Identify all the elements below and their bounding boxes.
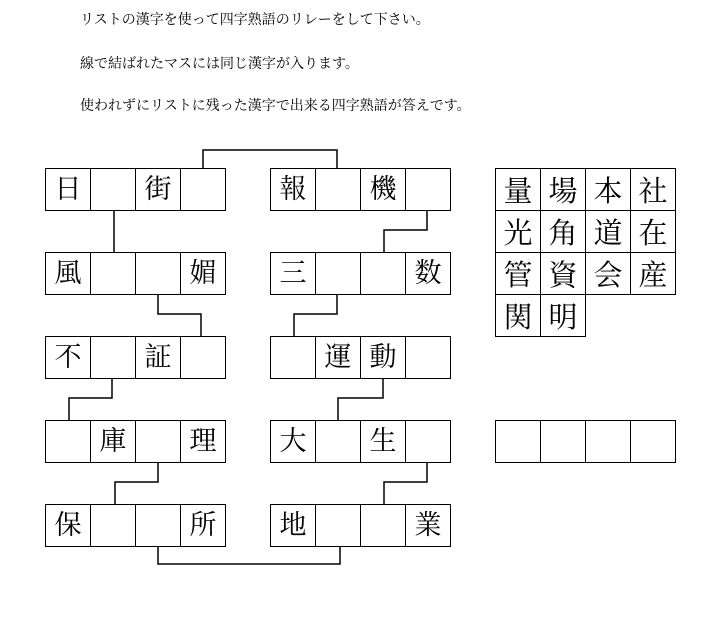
instruction-1: リストの漢字を使って四字熟語のリレーをして下さい。 xyxy=(80,12,430,28)
cell[interactable]: 保 xyxy=(45,504,91,547)
cell[interactable]: 証 xyxy=(135,336,181,379)
puzzle-row-right-5 xyxy=(270,504,451,547)
list-item: 量 xyxy=(495,168,541,211)
connector-left-3 xyxy=(69,378,112,420)
cell[interactable]: 庫 xyxy=(90,420,136,463)
cell[interactable]: 不 xyxy=(45,336,91,379)
list-item: 道 xyxy=(585,210,631,253)
cell[interactable] xyxy=(90,168,136,211)
list-item: 会 xyxy=(585,252,631,295)
answer-cell[interactable] xyxy=(540,420,586,463)
connector-right-2 xyxy=(294,294,337,336)
list-item: 場 xyxy=(540,168,586,211)
connector-left-4 xyxy=(115,462,158,504)
cell[interactable] xyxy=(45,420,91,463)
list-item: 社 xyxy=(630,168,676,211)
cell[interactable] xyxy=(405,336,451,379)
cell[interactable]: 機 xyxy=(360,168,406,211)
connector-left-2 xyxy=(158,294,201,336)
cell[interactable] xyxy=(135,252,181,295)
instruction-2: 線で結ばれたマスには同じ漢字が入ります。 xyxy=(80,56,359,72)
puzzle-row-left-3 xyxy=(45,336,226,379)
kanji-list xyxy=(495,168,675,336)
cell[interactable] xyxy=(315,420,361,463)
list-item: 光 xyxy=(495,210,541,253)
cell[interactable]: 運 xyxy=(315,336,361,379)
list-item: 明 xyxy=(540,294,586,337)
cell[interactable] xyxy=(405,168,451,211)
puzzle-row-left-1 xyxy=(45,168,226,211)
cell[interactable] xyxy=(360,252,406,295)
list-item: 本 xyxy=(585,168,631,211)
cell[interactable]: 所 xyxy=(180,504,226,547)
list-item: 資 xyxy=(540,252,586,295)
cell[interactable] xyxy=(90,336,136,379)
puzzle-row-left-2 xyxy=(45,252,226,295)
cell[interactable]: 街 xyxy=(135,168,181,211)
cell[interactable]: 理 xyxy=(180,420,226,463)
instruction-3: 使われずにリストに残った漢字で出来る四字熟語が答えです。 xyxy=(80,98,471,114)
cell[interactable]: 日 xyxy=(45,168,91,211)
answer-cell[interactable] xyxy=(495,420,541,463)
cell[interactable]: 媚 xyxy=(180,252,226,295)
cell[interactable]: 報 xyxy=(270,168,316,211)
list-item: 角 xyxy=(540,210,586,253)
cell[interactable]: 大 xyxy=(270,420,316,463)
list-item: 関 xyxy=(495,294,541,337)
cell[interactable]: 数 xyxy=(405,252,451,295)
answer-cell[interactable] xyxy=(585,420,631,463)
cell[interactable]: 地 xyxy=(270,504,316,547)
cell[interactable] xyxy=(315,252,361,295)
list-item: 産 xyxy=(630,252,676,295)
cell[interactable] xyxy=(135,420,181,463)
puzzle-row-right-4 xyxy=(270,420,451,463)
connector-bottom xyxy=(158,546,340,564)
cell[interactable] xyxy=(315,504,361,547)
answer-cell[interactable] xyxy=(630,420,676,463)
cell[interactable] xyxy=(405,420,451,463)
list-item: 在 xyxy=(630,210,676,253)
cell[interactable] xyxy=(135,504,181,547)
cell[interactable]: 三 xyxy=(270,252,316,295)
puzzle-row-left-5 xyxy=(45,504,226,547)
puzzle-row-right-2 xyxy=(270,252,451,295)
puzzle-row-right-3 xyxy=(270,336,451,379)
cell[interactable]: 動 xyxy=(360,336,406,379)
cell[interactable] xyxy=(270,336,316,379)
connector-right-4 xyxy=(384,462,427,504)
cell[interactable] xyxy=(180,336,226,379)
puzzle-row-right-1 xyxy=(270,168,451,211)
cell[interactable]: 風 xyxy=(45,252,91,295)
list-item: 管 xyxy=(495,252,541,295)
cell[interactable] xyxy=(90,504,136,547)
answer-row xyxy=(495,420,676,463)
cell[interactable]: 業 xyxy=(405,504,451,547)
puzzle-row-left-4 xyxy=(45,420,226,463)
cell[interactable] xyxy=(180,168,226,211)
cell[interactable]: 生 xyxy=(360,420,406,463)
connector-right-1 xyxy=(384,210,427,252)
connector-right-3 xyxy=(338,378,383,420)
cell[interactable] xyxy=(90,252,136,295)
cell[interactable] xyxy=(360,504,406,547)
connector-top xyxy=(203,150,337,168)
cell[interactable] xyxy=(315,168,361,211)
